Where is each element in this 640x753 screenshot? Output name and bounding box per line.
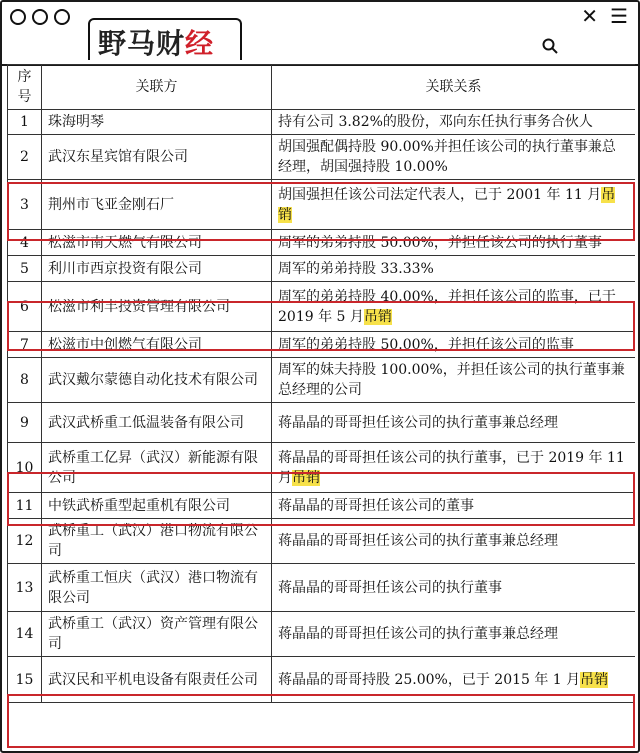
row-party: 武桥重工（武汉）港口物流有限公司	[42, 519, 272, 564]
row-party: 松滋市南天燃气有限公司	[42, 230, 272, 256]
table-row	[8, 230, 636, 256]
table-row	[8, 256, 636, 282]
row-party: 武桥重工（武汉）资产管理有限公司	[42, 612, 272, 657]
table-header-row	[8, 65, 636, 110]
table-row	[8, 564, 636, 612]
row-party: 武汉戴尔蒙德自动化技术有限公司	[42, 358, 272, 403]
row-index: 4	[8, 230, 42, 256]
header-party: 关联方	[42, 65, 272, 110]
row-party: 武桥重工亿昇（武汉）新能源有限公司	[42, 443, 272, 493]
row-relation	[272, 403, 636, 443]
row-relation	[272, 230, 636, 256]
row-relation	[272, 110, 636, 135]
row-index: 6	[8, 282, 42, 332]
table-row	[8, 657, 636, 703]
relation-text: 周军的妹夫持股 100.00%，并担任该公司的执行董事兼总经理的公司	[278, 362, 625, 398]
window-dot[interactable]	[32, 9, 48, 25]
relation-text: 周军的弟弟持股 40.00%，并担任该公司的监事，已于 2019 年 5 月	[278, 288, 616, 325]
row-relation	[272, 332, 636, 358]
table-row	[8, 180, 636, 230]
row-relation	[272, 135, 636, 180]
row-relation	[272, 282, 636, 332]
row-index: 7	[8, 332, 42, 358]
top-bar	[2, 2, 638, 66]
table-row	[8, 282, 636, 332]
row-relation	[272, 564, 636, 612]
relation-text: 周军的弟弟持股 50.00%，并担任该公司的监事	[278, 336, 574, 353]
row-index: 9	[8, 403, 42, 443]
relation-text: 蒋晶晶的哥哥持股 25.00%，已于 2015 年 1 月	[278, 671, 581, 688]
row-relation	[272, 493, 636, 519]
table-row	[8, 443, 636, 493]
row-index: 8	[8, 358, 42, 403]
row-party: 利川市西京投资有限公司	[42, 256, 272, 282]
row-party: 中铁武桥重型起重机有限公司	[42, 493, 272, 519]
row-index: 11	[8, 493, 42, 519]
row-index: 14	[8, 612, 42, 657]
row-relation	[272, 358, 636, 403]
header-relation: 关联关系	[272, 65, 636, 110]
header-index: 序号	[8, 65, 42, 110]
row-index: 10	[8, 443, 42, 493]
revoked-highlight: 吊销	[278, 186, 616, 223]
row-relation	[272, 256, 636, 282]
row-party: 松滋市中创燃气有限公司	[42, 332, 272, 358]
revoked-highlight: 吊销	[292, 469, 320, 486]
relation-text: 持有公司 3.82%的股份，邓向东任执行事务合伙人	[278, 114, 593, 130]
row-party: 珠海明琴	[42, 110, 272, 135]
row-relation	[272, 612, 636, 657]
row-party: 武汉武桥重工低温装备有限公司	[42, 403, 272, 443]
table-row	[8, 358, 636, 403]
row-relation	[272, 443, 636, 493]
brand-logo: 野马财经	[98, 27, 215, 60]
row-party: 荆州市飞亚金刚石厂	[42, 180, 272, 230]
relation-text: 蒋晶晶的哥哥担任该公司的执行董事兼总经理	[278, 414, 558, 431]
row-party: 武桥重工恒庆（武汉）港口物流有限公司	[42, 564, 272, 612]
window-controls	[581, 6, 628, 26]
relation-text: 蒋晶晶的哥哥担任该公司的执行董事兼总经理	[278, 533, 558, 549]
relation-text: 蒋晶晶的哥哥担任该公司的执行董事，已于 2019 年 11 月	[278, 449, 625, 486]
window-dots	[10, 9, 70, 25]
row-relation	[272, 657, 636, 703]
row-relation	[272, 519, 636, 564]
row-index: 12	[8, 519, 42, 564]
relation-text: 周军的弟弟持股 50.00%，并担任该公司的执行董事	[278, 234, 602, 251]
row-index: 2	[8, 135, 42, 180]
close-icon[interactable]: ✕	[581, 4, 599, 28]
window-dot[interactable]	[10, 9, 26, 25]
row-index: 5	[8, 256, 42, 282]
relation-text: 蒋晶晶的哥哥担任该公司的执行董事	[278, 579, 502, 596]
row-party: 武汉民和平机电设备有限责任公司	[42, 657, 272, 703]
relation-text: 胡国强配偶持股 90.00%并担任该公司的执行董事兼总经理，胡国强持股 10.00%	[278, 139, 616, 175]
row-index: 13	[8, 564, 42, 612]
table-row	[8, 612, 636, 657]
revoked-highlight: 吊销	[363, 308, 392, 325]
table-row	[8, 493, 636, 519]
window-dot[interactable]	[54, 9, 70, 25]
relation-text: 周军的弟弟持股 33.33%	[278, 260, 434, 277]
row-party: 武汉东星宾馆有限公司	[42, 135, 272, 180]
row-party: 松滋市利丰投资管理有限公司	[42, 282, 272, 332]
table-row	[8, 519, 636, 564]
content-area	[7, 64, 635, 753]
table-row	[8, 135, 636, 180]
revoked-highlight: 吊销	[580, 671, 609, 688]
row-index: 1	[8, 110, 42, 135]
menu-icon[interactable]: ☰	[610, 4, 628, 28]
search-icon[interactable]	[542, 38, 558, 54]
relation-text: 蒋晶晶的哥哥担任该公司的执行董事兼总经理	[278, 626, 558, 642]
relation-text: 蒋晶晶的哥哥担任该公司的董事	[278, 497, 474, 514]
table-row	[8, 110, 636, 135]
row-relation	[272, 180, 636, 230]
row-index: 15	[8, 657, 42, 703]
row-index: 3	[8, 180, 42, 230]
related-party-table	[7, 64, 635, 703]
relation-text: 胡国强担任该公司法定代表人，已于 2001 年 11 月	[278, 186, 602, 203]
table-row	[8, 403, 636, 443]
table-row	[8, 332, 636, 358]
